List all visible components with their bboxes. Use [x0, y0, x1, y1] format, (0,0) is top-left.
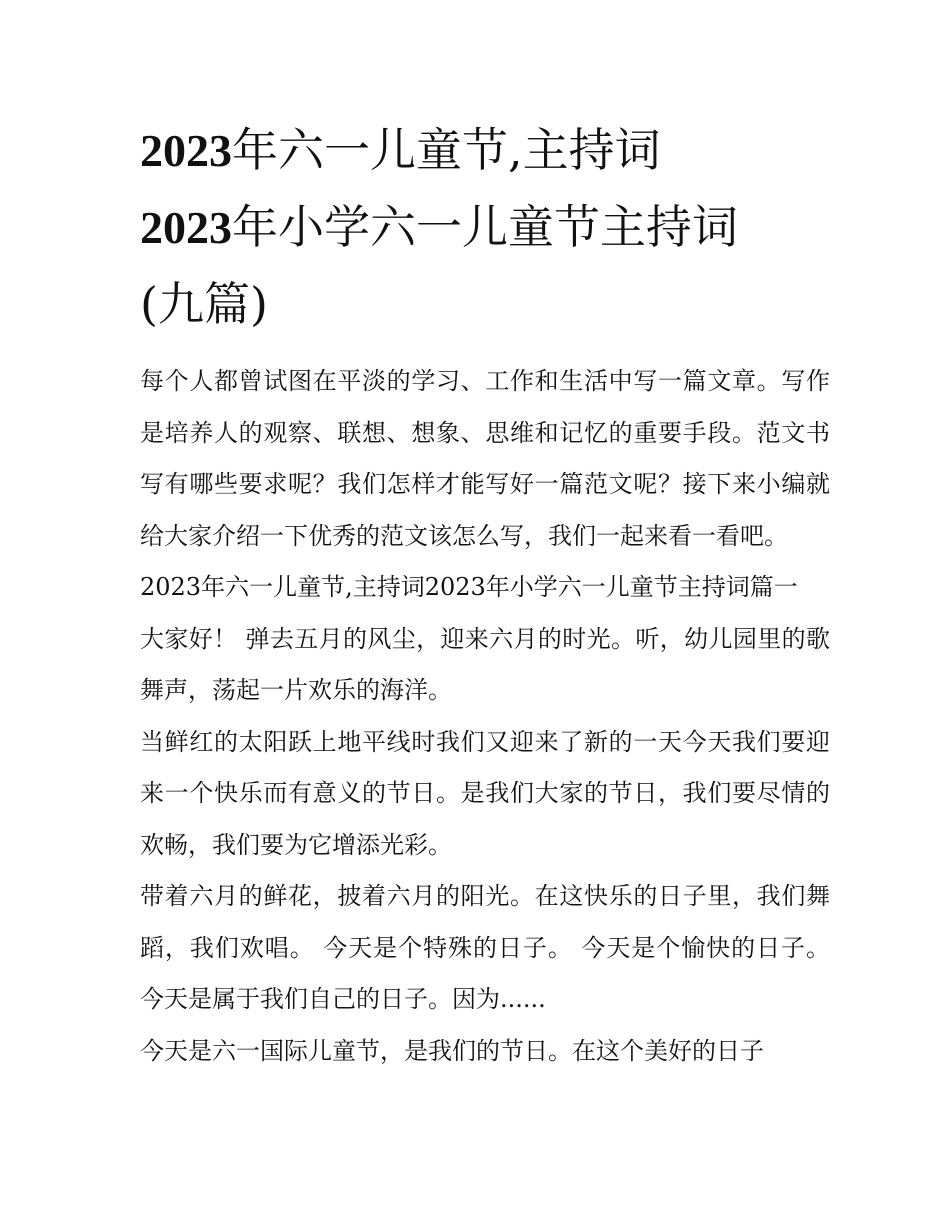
document-title — [140, 112, 830, 342]
title-line2-text: 年小学六一儿童节主持词 — [232, 200, 738, 254]
title-line3-text: (九篇) — [140, 277, 268, 331]
title-line1-year: 2023 — [140, 125, 232, 176]
document-page — [140, 112, 830, 1077]
intro-paragraph: 每个人都曾试图在平淡的学习、工作和生活中写一篇文章。写作是培养人的观察、联想、想象、思维和记忆的重要手段。范文书写有哪些要求呢？我们怎样才能写好一篇范文呢？接下来小编就给大家介绍一下优秀的范文该怎么写，我们一起来看一看吧。 — [140, 367, 830, 550]
body-paragraph: 今天是六一国际儿童节，是我们的节日。在这个美好的日子 — [140, 1036, 764, 1065]
title-line2-year: 2023 — [140, 202, 232, 253]
body-paragraph: 当鲜红的太阳跃上地平线时我们又迎来了新的一天今天我们要迎来一个快乐而有意义的节日。是我们大家的节日，我们要尽情的欢畅，我们要为它增添光彩。 — [140, 727, 830, 859]
section-heading: 2023年六一儿童节,主持词2023年小学六一儿童节主持词篇一 — [140, 573, 798, 601]
body-paragraph: 大家好！ 弹去五月的风尘，迎来六月的时光。听，幼儿园里的歌舞声，荡起一片欢乐的海洋。 — [140, 624, 830, 704]
title-line1-text: 年六一儿童节,主持词 — [232, 123, 661, 177]
body-paragraph: 带着六月的鲜花，披着六月的阳光。在这快乐的日子里，我们舞蹈，我们欢唱。 今天是个特殊的日子。 今天是个愉快的日子。 今天是属于我们自己的日子。因为...... — [140, 882, 830, 1013]
